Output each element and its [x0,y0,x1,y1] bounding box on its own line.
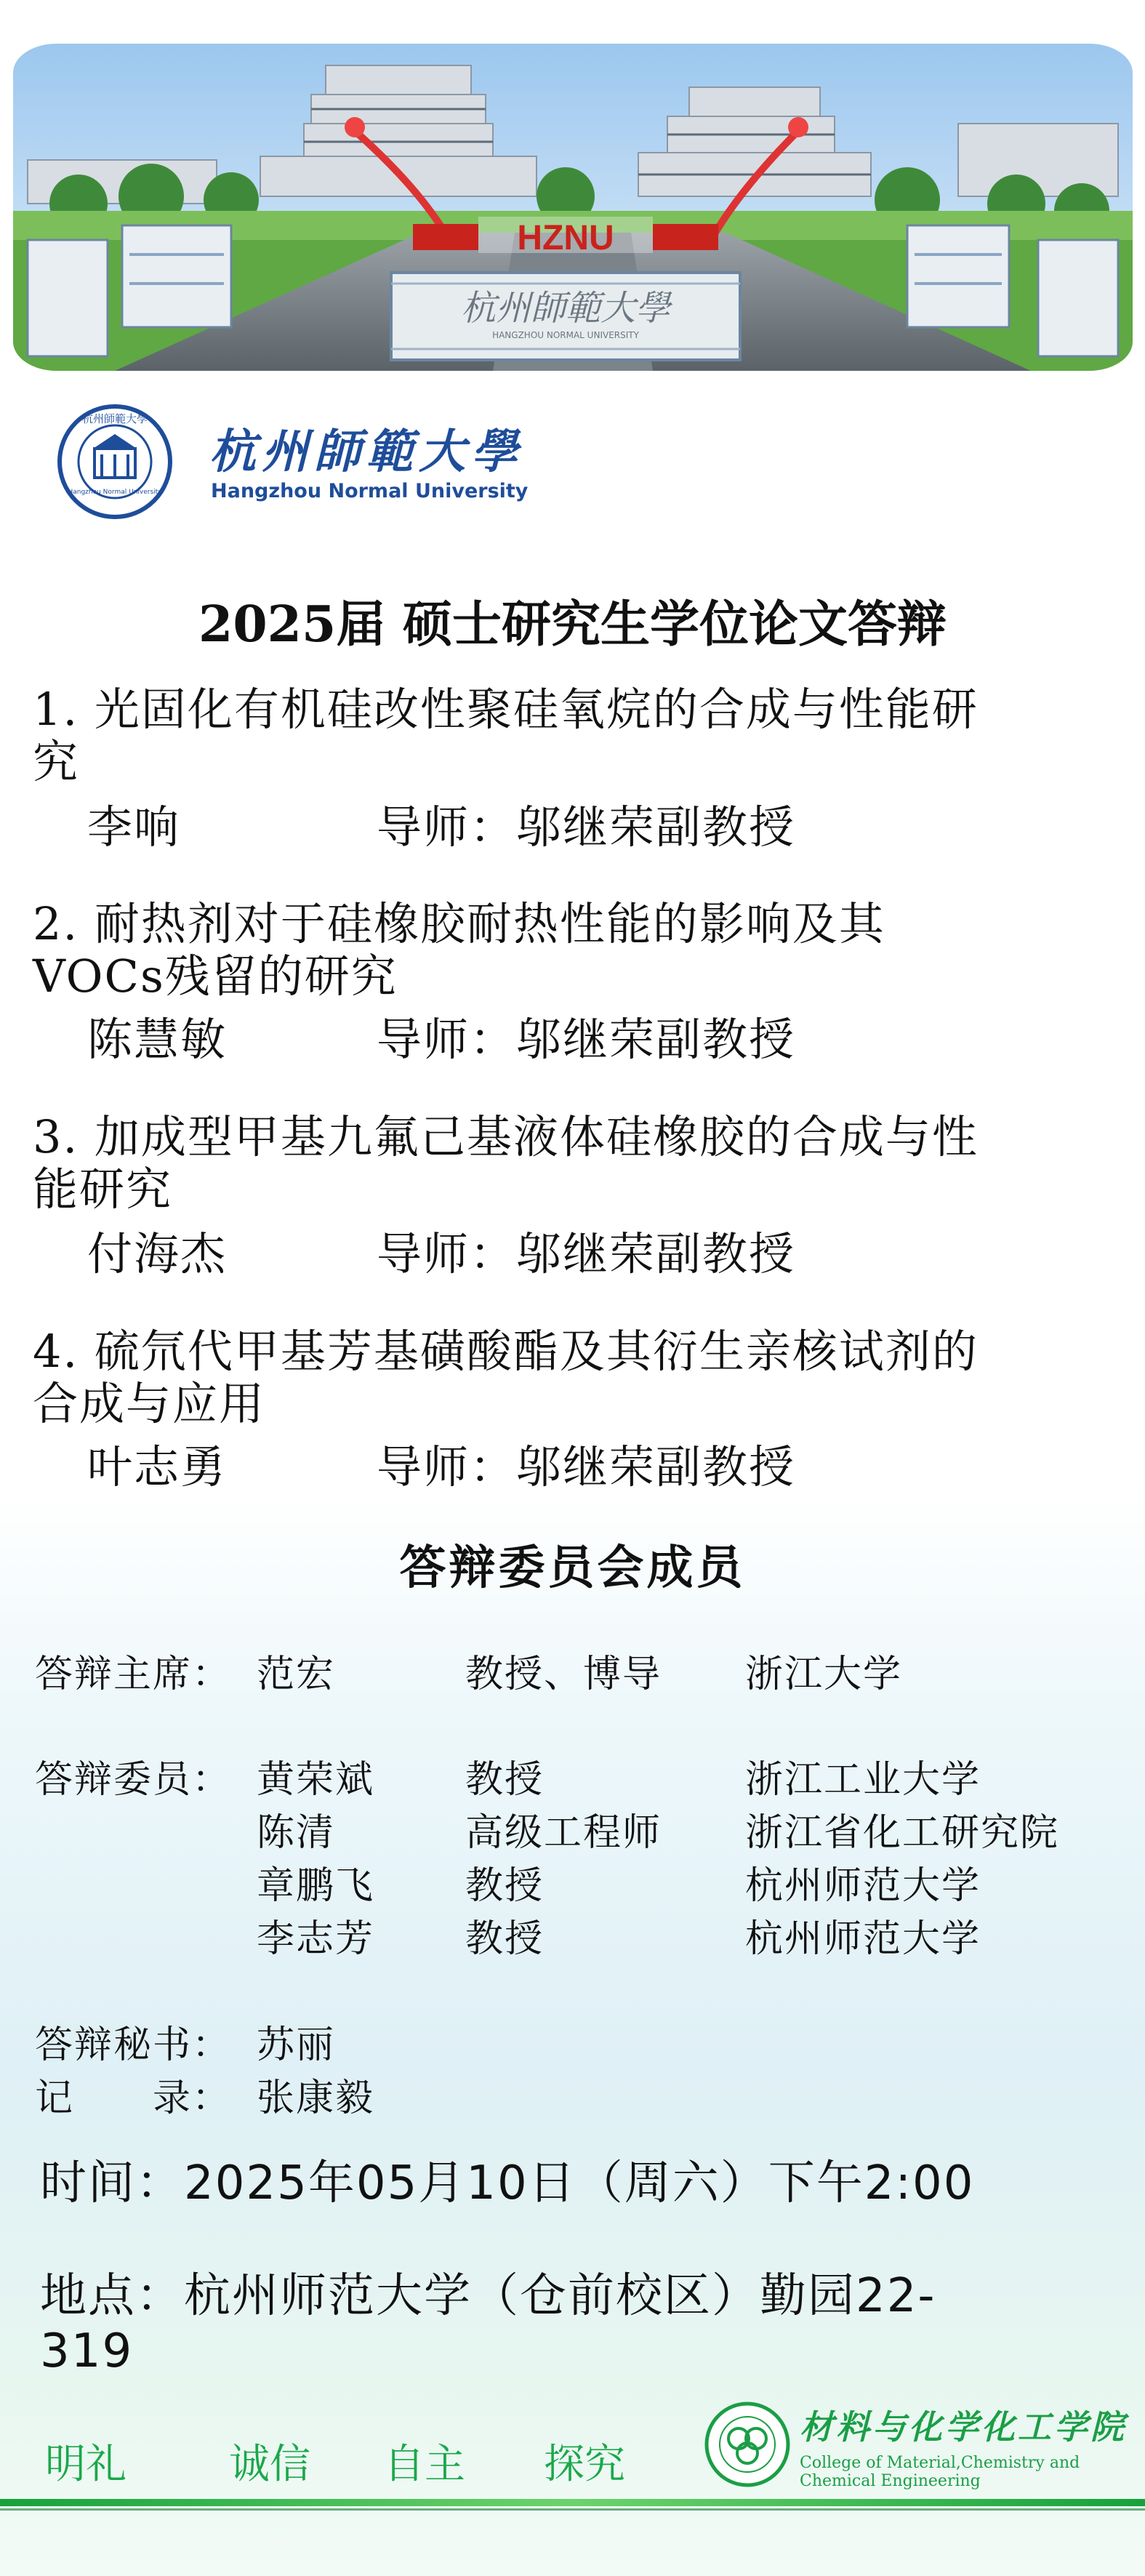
thesis-2-title-line2: VOCs残留的研究 [33,950,398,1003]
page-title: 2025届 硕士研究生学位论文答辩 [198,595,947,654]
footer-divider-shadow [0,2508,1145,2511]
thesis-3-advisor: 导师：邬继荣副教授 [377,1227,796,1280]
defense-location [40,2268,1116,2379]
committee-heading: 答辩委员会成员 [399,1541,746,1595]
seal-en-text: Hangzhou Normal University [68,489,162,496]
member-4-title: 教授 [465,1917,545,1961]
chair-role: 答辩主席： [35,1653,232,1696]
motto-4: 探究 [544,2441,625,2488]
defense-time: 时间：2025年05月10日（周六）下午2:00 [40,2156,975,2210]
university-name-en: Hangzhou Normal University [211,480,529,502]
member-3-name: 章鹏飞 [257,1864,375,1908]
thesis-4-student: 叶志勇 [87,1440,228,1493]
thesis-3-title-line2: 能研究 [33,1163,173,1216]
member-3-institution: 杭州师范大学 [745,1864,981,1908]
thesis-3-title-line1: 3. 加成型甲基九氟己基液体硅橡胶的合成与性 [33,1110,979,1163]
motto-2: 诚信 [229,2441,310,2488]
college-name-cn: 材料与化学化工学院 [800,2407,1127,2447]
footer-divider [0,2499,1145,2506]
defense-location-line1: 地点：杭州师范大学（仓前校区）勤园22- [40,2269,936,2323]
thesis-1-title-line2: 究 [33,735,80,788]
thesis-2-title [33,898,1123,1003]
gate-sign-text: HZNU [517,219,614,257]
member-3-title: 教授 [465,1864,545,1908]
thesis-3-student: 付海杰 [87,1227,228,1280]
motto-3: 自主 [384,2441,465,2488]
gate-stone-subtext: HANGZHOU NORMAL UNIVERSITY [492,330,639,340]
member-1-name: 黄荣斌 [257,1758,375,1802]
motto-1: 明礼 [45,2441,126,2488]
secretary-role: 答辩秘书： [35,2023,232,2067]
thesis-2-student: 陈慧敏 [87,1013,228,1066]
chair-title: 教授、博导 [465,1653,662,1696]
thesis-1-title [33,683,1123,788]
thesis-4-title-line2: 合成与应用 [33,1377,266,1430]
thesis-2-advisor: 导师：邬继荣副教授 [377,1013,796,1066]
thesis-2-title-line1: 2. 耐热剂对于硅橡胶耐热性能的影响及其 [33,897,885,950]
college-name-en: College of Material,Chemistry and Chemical Engineering [800,2454,1080,2490]
recorder-name: 张康毅 [257,2077,375,2120]
member-2-name: 陈清 [257,1811,336,1855]
chair-institution: 浙江大学 [745,1653,903,1696]
thesis-1-title-line1: 1. 光固化有机硅改性聚硅氧烷的合成与性能研 [33,683,979,736]
college-emblem-icon [704,2401,791,2488]
thesis-1-advisor: 导师：邬继荣副教授 [377,801,796,854]
seal-cn-text: 杭州師範大學 [81,412,148,425]
member-4-name: 李志芳 [257,1917,375,1961]
chair-name: 范宏 [257,1653,336,1696]
campus-photo [13,44,1133,371]
defense-location-line2: 319 [40,2324,134,2378]
member-1-institution: 浙江工业大学 [745,1758,981,1802]
campus-gate-banner [13,44,1133,371]
member-2-institution: 浙江省化工研究院 [745,1811,1060,1855]
member-4-institution: 杭州师范大学 [745,1917,981,1961]
recorder-role: 记 录： [35,2077,232,2120]
secretary-name: 苏丽 [257,2023,336,2067]
thesis-3-title [33,1111,1123,1216]
university-seal-icon [57,404,173,520]
gate-stone-text: 杭州師範大學 [460,288,671,329]
member-2-title: 高级工程师 [465,1811,662,1855]
thesis-4-title [33,1325,1123,1430]
thesis-1-student: 李响 [87,801,181,854]
thesis-4-title-line1: 4. 硫氘代甲基芳基磺酸酯及其衍生亲核试剂的 [33,1325,979,1378]
thesis-4-advisor: 导师：邬继荣副教授 [377,1440,796,1493]
member-1-title: 教授 [465,1758,545,1802]
university-name-cn: 杭州師範大學 [209,425,523,479]
members-role: 答辩委员： [35,1758,232,1802]
